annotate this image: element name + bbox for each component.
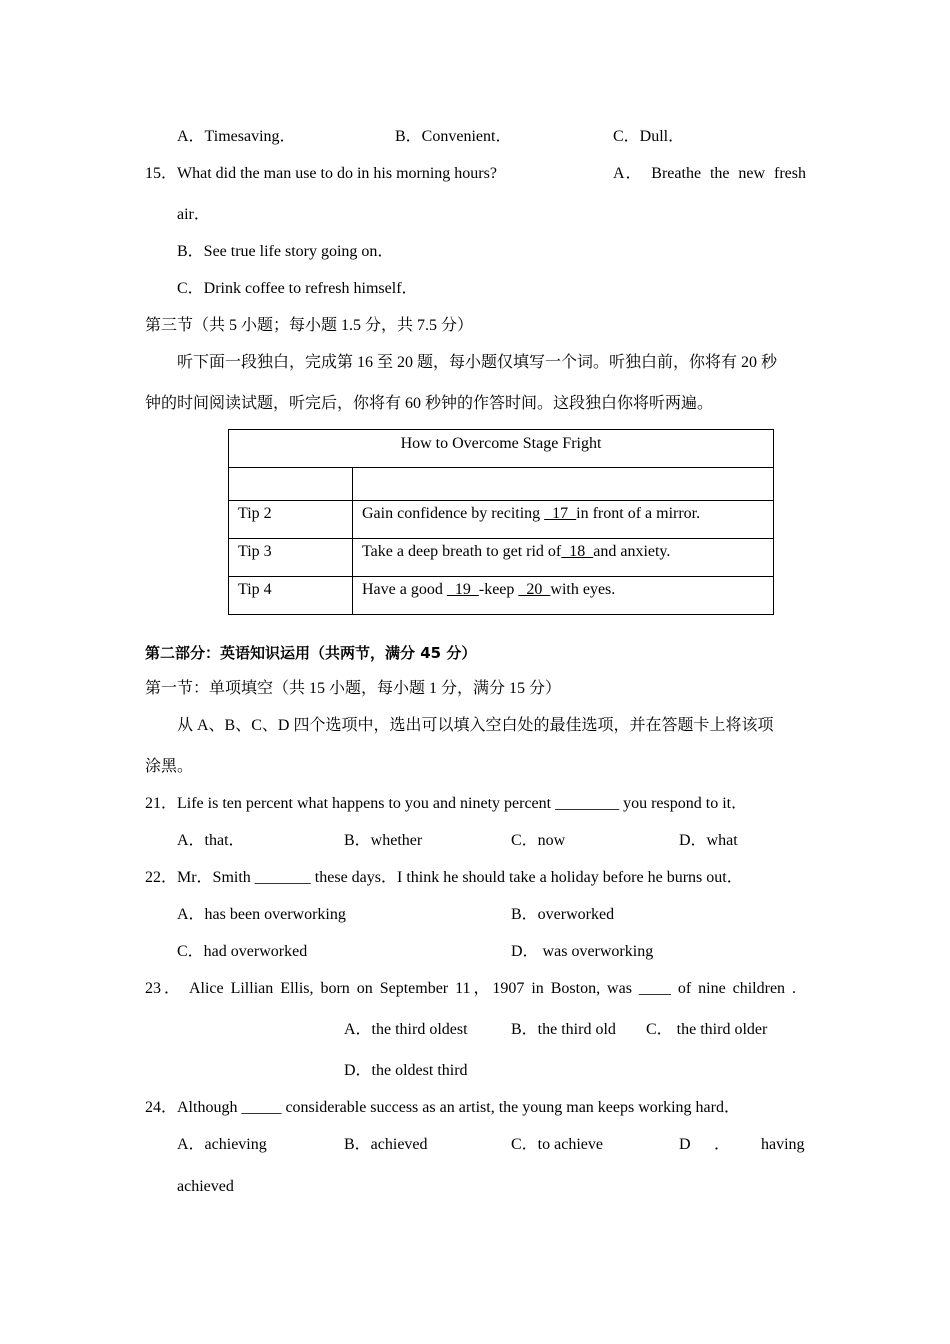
q22-option-b: B．overworked bbox=[511, 906, 615, 923]
q23-option-a: A．the third oldest bbox=[344, 1021, 468, 1038]
blank-20: 20 bbox=[518, 581, 551, 598]
q14-option-a: A．Timesaving． bbox=[177, 128, 296, 145]
q22-option-a: A．has been overworking bbox=[177, 906, 346, 923]
q21-option-b: B．whether bbox=[344, 832, 423, 849]
table-row bbox=[229, 539, 774, 577]
tip2-content: Gain confidence by reciting 17 in front of a mirror. bbox=[353, 501, 774, 539]
section3-heading: 第三节（共 5 小题；每小题 1.5 分，共 7.5 分） bbox=[145, 317, 474, 334]
blank-17: 17 bbox=[544, 505, 577, 522]
tip3-content: Take a deep breath to get rid of 18 and anxiety. bbox=[353, 539, 774, 577]
table-row bbox=[229, 577, 774, 615]
q15-option-a: A． Breathe the new fresh bbox=[613, 165, 806, 182]
part2-instruction-2: 涂黑。 bbox=[145, 758, 194, 775]
q21-option-d: D．what bbox=[679, 832, 738, 849]
q23-option-d: D．the oldest third bbox=[344, 1062, 468, 1079]
tip1-label bbox=[229, 468, 353, 501]
q23-option-c: C． the third older bbox=[646, 1021, 768, 1038]
part2-heading: 第二部分：英语知识运用（共两节，满分 45 分） bbox=[145, 644, 477, 662]
blank-19: 19 bbox=[446, 581, 479, 598]
q15-option-b: B．See true life story going on． bbox=[177, 243, 394, 260]
q23-option-b: B．the third old bbox=[511, 1021, 616, 1038]
q22-stem: 22．Mr．Smith _______ these days．I think he should take a holiday before he burns out． bbox=[145, 869, 743, 886]
q24-option-a: A．achieving bbox=[177, 1136, 267, 1153]
blank-18: 18 bbox=[561, 543, 594, 560]
q24-option-d-word: having bbox=[761, 1136, 805, 1153]
tip1-content bbox=[353, 468, 774, 501]
q24-option-d-cont: achieved bbox=[177, 1178, 234, 1195]
q21-stem: 21．Life is ten percent what happens to you and ninety percent ________ you respond to it． bbox=[145, 795, 748, 812]
q24-option-b: B．achieved bbox=[344, 1136, 428, 1153]
q23-stem: 23． Alice Lillian Ellis, born on September 11，1907 in Boston, was ____ of nine children . bbox=[145, 980, 796, 997]
q15-option-c: C．Drink coffee to refresh himself． bbox=[177, 280, 418, 297]
tip4-content: Have a good 19 -keep 20 with eyes. bbox=[353, 577, 774, 615]
part2-instruction-1: 从 A、B、C、D 四个选项中，选出可以填入空白处的最佳选项，并在答题卡上将该项 bbox=[177, 717, 774, 734]
table-row bbox=[229, 501, 774, 539]
q24-option-d-letter: D bbox=[679, 1136, 691, 1153]
q24-option-c: C．to achieve bbox=[511, 1136, 603, 1153]
tip3-label: Tip 3 bbox=[229, 539, 353, 577]
q14-option-c: C．Dull． bbox=[613, 128, 685, 145]
q24-stem: 24．Although _____ considerable success as an artist, the young man keeps working hard． bbox=[145, 1099, 740, 1116]
tips-table-title: How to Overcome Stage Fright bbox=[229, 430, 774, 468]
tip4-label: Tip 4 bbox=[229, 577, 353, 615]
q22-option-c: C．had overworked bbox=[177, 943, 308, 960]
section3-instruction-1: 听下面一段独白，完成第 16 至 20 题，每小题仅填写一个词。听独白前，你将有 20 秒 bbox=[177, 354, 778, 371]
q22-option-d: D． was overworking bbox=[511, 943, 654, 960]
q15-option-a-cont: air． bbox=[177, 206, 210, 223]
part2-section1: 第一节：单项填空（共 15 小题，每小题 1 分，满分 15 分） bbox=[145, 680, 562, 697]
q21-option-a: A．that． bbox=[177, 832, 245, 849]
section3-instruction-2: 钟的时间阅读试题，听完后，你将有 60 秒钟的作答时间。这段独白你将听两遍。 bbox=[145, 395, 714, 412]
q15-stem: 15．What did the man use to do in his morning hours? bbox=[145, 165, 497, 182]
q24-option-d-dot: ． bbox=[714, 1136, 731, 1153]
q14-option-b: B．Convenient． bbox=[395, 128, 512, 145]
tips-table bbox=[228, 429, 774, 615]
tip2-label: Tip 2 bbox=[229, 501, 353, 539]
q21-option-c: C．now bbox=[511, 832, 566, 849]
